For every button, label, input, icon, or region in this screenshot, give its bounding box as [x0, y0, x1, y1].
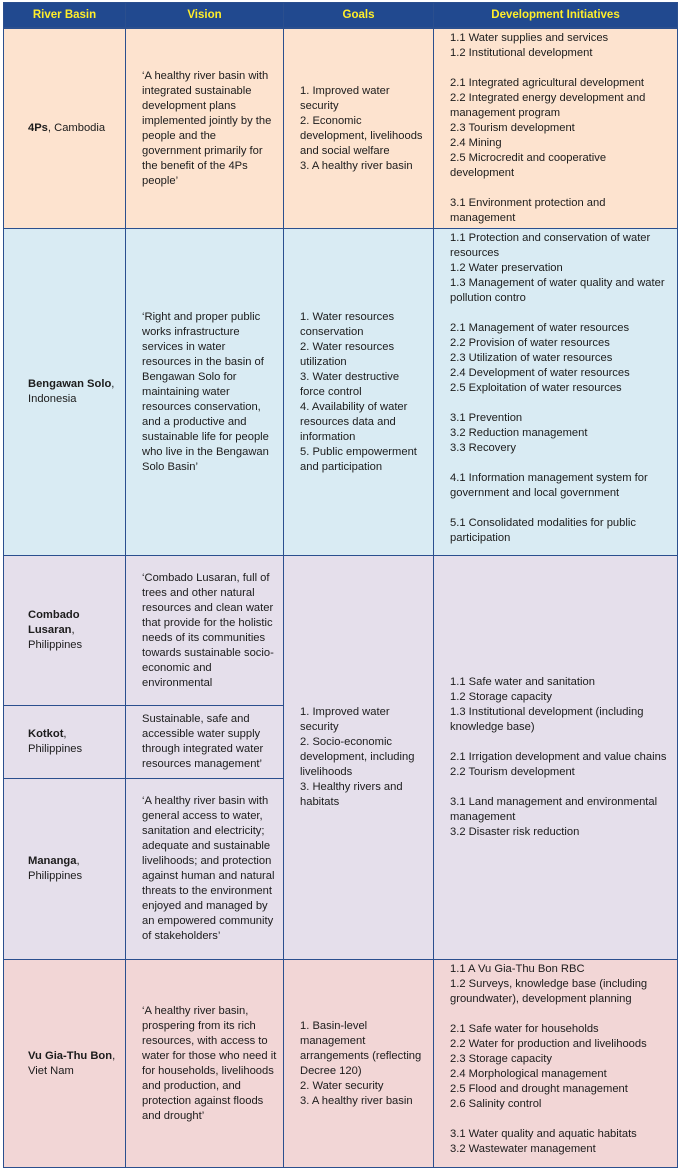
group-gap	[450, 61, 671, 76]
basin-cell	[4, 960, 126, 1168]
goals-cell	[284, 960, 434, 1168]
initiative-item: 1.3 Institutional development (including knowledge base)	[450, 706, 644, 733]
goal-item: 3. A healthy river basin	[300, 159, 413, 172]
initiative-item: 2.2 Provision of water resources	[450, 337, 610, 349]
group-gap	[450, 1007, 671, 1022]
goals-cell	[284, 556, 434, 960]
initiative-item: 2.6 Salinity control	[450, 1098, 542, 1110]
initiative-item: 2.5 Flood and drought management	[450, 1083, 628, 1095]
basin-cell	[4, 229, 126, 556]
vision-cell	[126, 28, 284, 229]
table-row-vu-gia-thu-bon	[4, 960, 678, 1168]
initiative-item: 1.3 Management of water quality and water pollution contro	[450, 277, 665, 304]
initiative-item: 1.2 Water preservation	[450, 262, 563, 274]
initiative-item: 1.2 Storage capacity	[450, 691, 552, 703]
header-development-initiatives: Development Initiatives	[434, 3, 678, 29]
vision-cell	[126, 779, 284, 960]
initiative-item: 2.1 Irrigation development and value chains	[450, 751, 667, 763]
goals-cell	[284, 28, 434, 229]
initiative-item: 3.1 Land management and environmental management	[450, 796, 658, 823]
goal-item: 1. Improved water security	[300, 84, 390, 112]
initiative-item: 2.1 Integrated agricultural development	[450, 77, 645, 89]
goal-item: 1. Water resources conservation	[300, 310, 395, 338]
goal-item: 2. Socio-economic development, including livelihoods	[300, 736, 415, 778]
initiative-item: 2.3 Tourism development	[450, 122, 575, 134]
vision-text: Sustainable, safe and accessible water supply through integrated water resources management’	[142, 713, 264, 770]
goal-item: 4. Availability of water resources data and information	[300, 400, 408, 443]
goal-item: 3. Water destructive force control	[300, 370, 400, 398]
group-gap	[450, 735, 671, 750]
basin-country: , Indonesia	[28, 378, 115, 405]
initiative-item: 2.3 Utilization of water resources	[450, 352, 613, 364]
group-gap	[450, 780, 671, 795]
group-gap	[450, 501, 671, 516]
table-row-bengawan-solo	[4, 229, 678, 556]
vision-cell	[126, 706, 284, 779]
initiatives-cell	[434, 960, 678, 1168]
initiative-item: 2.4 Mining	[450, 137, 502, 149]
initiative-item: 2.1 Management of water resources	[450, 322, 630, 334]
goal-item: 3. A healthy river basin	[300, 1094, 413, 1107]
initiative-item: 2.5 Microcredit and cooperative development	[450, 152, 607, 179]
header-row	[4, 3, 678, 29]
group-gap	[450, 456, 671, 471]
initiatives-cell	[434, 28, 678, 229]
initiative-item: 2.2 Water for production and livelihoods	[450, 1038, 647, 1050]
initiative-item: 3.1 Water quality and aquatic habitats	[450, 1128, 637, 1140]
table-row-combado-lusaran	[4, 556, 678, 706]
basin-country: , Viet Nam	[28, 1049, 116, 1077]
vision-text: ‘A healthy river basin with general access to water, sanitation and electricity; adequate and sustainable livelihoods; and protection against human and natural threats to the environment enjoyed and managed by an empowered community of stakeholders’	[142, 795, 275, 942]
goal-item: 3. Healthy rivers and habitats	[300, 781, 403, 808]
goal-item: 1. Basin-level management arrangements (reflecting Decree 120)	[300, 1019, 422, 1077]
goals-cell	[284, 229, 434, 556]
initiative-item: 2.5 Exploitation of water resources	[450, 382, 622, 394]
header-goals: Goals	[284, 3, 434, 29]
group-gap	[450, 181, 671, 196]
initiative-item: 2.2 Integrated energy development and management program	[450, 92, 646, 119]
group-gap	[450, 306, 671, 321]
goal-item: 5. Public empowerment and participation	[300, 445, 417, 473]
goal-item: 2. Water resources utilization	[300, 340, 395, 368]
basin-country: , Philippines	[28, 728, 83, 755]
vision-cell	[126, 229, 284, 556]
initiatives-cell	[434, 229, 678, 556]
header-vision: Vision	[126, 3, 284, 29]
goal-item: 2. Economic development, livelihoods and social welfare	[300, 114, 423, 157]
initiatives-cell	[434, 556, 678, 960]
vision-text: ‘A healthy river basin, prospering from its rich resources, with access to water for those who need it for households, livelihoods and production, and protection against floods and drought’	[142, 1004, 277, 1122]
basin-name: Combado Lusaran	[28, 609, 80, 636]
initiative-item: 2.3 Storage capacity	[450, 1053, 552, 1065]
initiative-item: 4.1 Information management system for government and local government	[450, 472, 648, 499]
basin-name: 4Ps	[28, 122, 48, 134]
basin-country: , Philippines	[28, 855, 83, 882]
initiative-item: 2.4 Morphological management	[450, 1068, 607, 1080]
basin-country: , Philippines	[28, 624, 83, 651]
table-row-4ps	[4, 28, 678, 229]
initiative-item: 1.2 Institutional development	[450, 47, 593, 59]
initiative-item: 2.2 Tourism development	[450, 766, 575, 778]
initiative-item: 3.1 Environment protection and management	[450, 197, 606, 224]
basin-cell	[4, 779, 126, 960]
initiative-item: 2.1 Safe water for households	[450, 1023, 599, 1035]
initiative-item: 3.1 Prevention	[450, 412, 523, 424]
vision-text: ‘Combado Lusaran, full of trees and other natural resources and clean water that provide for the holistic needs of its communities towards sustainable socio-economic and environmental	[142, 571, 274, 689]
goal-item: 1. Improved water security	[300, 706, 390, 733]
goal-item: 2. Water security	[300, 1079, 384, 1092]
initiative-item: 1.1 Safe water and sanitation	[450, 676, 595, 688]
initiative-item: 1.1 Water supplies and services	[450, 32, 609, 44]
header-river-basin: River Basin	[4, 3, 126, 29]
vision-text: ‘Right and proper public works infrastructure services in water resources in the basin of Bengawan Solo for maintaining water resources conservation, and a productive and sustainable life for people who live in the Bengawan Solo Basin’	[142, 310, 269, 473]
river-basin-table	[3, 2, 678, 1168]
initiative-item: 3.2 Reduction management	[450, 427, 588, 439]
initiative-item: 1.1 A Vu Gia-Thu Bon RBC	[450, 963, 585, 975]
basin-name: Vu Gia-Thu Bon	[28, 1049, 113, 1062]
initiative-item: 3.3 Recovery	[450, 442, 516, 454]
basin-cell	[4, 28, 126, 229]
initiative-item: 3.2 Wastewater management	[450, 1143, 596, 1155]
basin-cell	[4, 706, 126, 779]
initiative-item: 1.2 Surveys, knowledge base (including groundwater), development planning	[450, 978, 648, 1005]
basin-name: Kotkot	[28, 728, 64, 740]
initiative-item: 5.1 Consolidated modalities for public participation	[450, 517, 636, 544]
initiative-item: 3.2 Disaster risk reduction	[450, 826, 580, 838]
vision-cell	[126, 556, 284, 706]
group-gap	[450, 1112, 671, 1127]
basin-country: , Cambodia	[47, 122, 106, 134]
basin-cell	[4, 556, 126, 706]
basin-name: Bengawan Solo	[28, 378, 112, 390]
vision-text: ‘A healthy river basin with integrated sustainable development plans implemented jointly by the people and the government primarily for the benefit of the 4Ps people’	[142, 69, 272, 187]
group-gap	[450, 396, 671, 411]
basin-name: Mananga	[28, 855, 77, 867]
initiative-item: 2.4 Development of water resources	[450, 367, 630, 379]
vision-cell	[126, 960, 284, 1168]
initiative-item: 1.1 Protection and conservation of water resources	[450, 232, 651, 259]
